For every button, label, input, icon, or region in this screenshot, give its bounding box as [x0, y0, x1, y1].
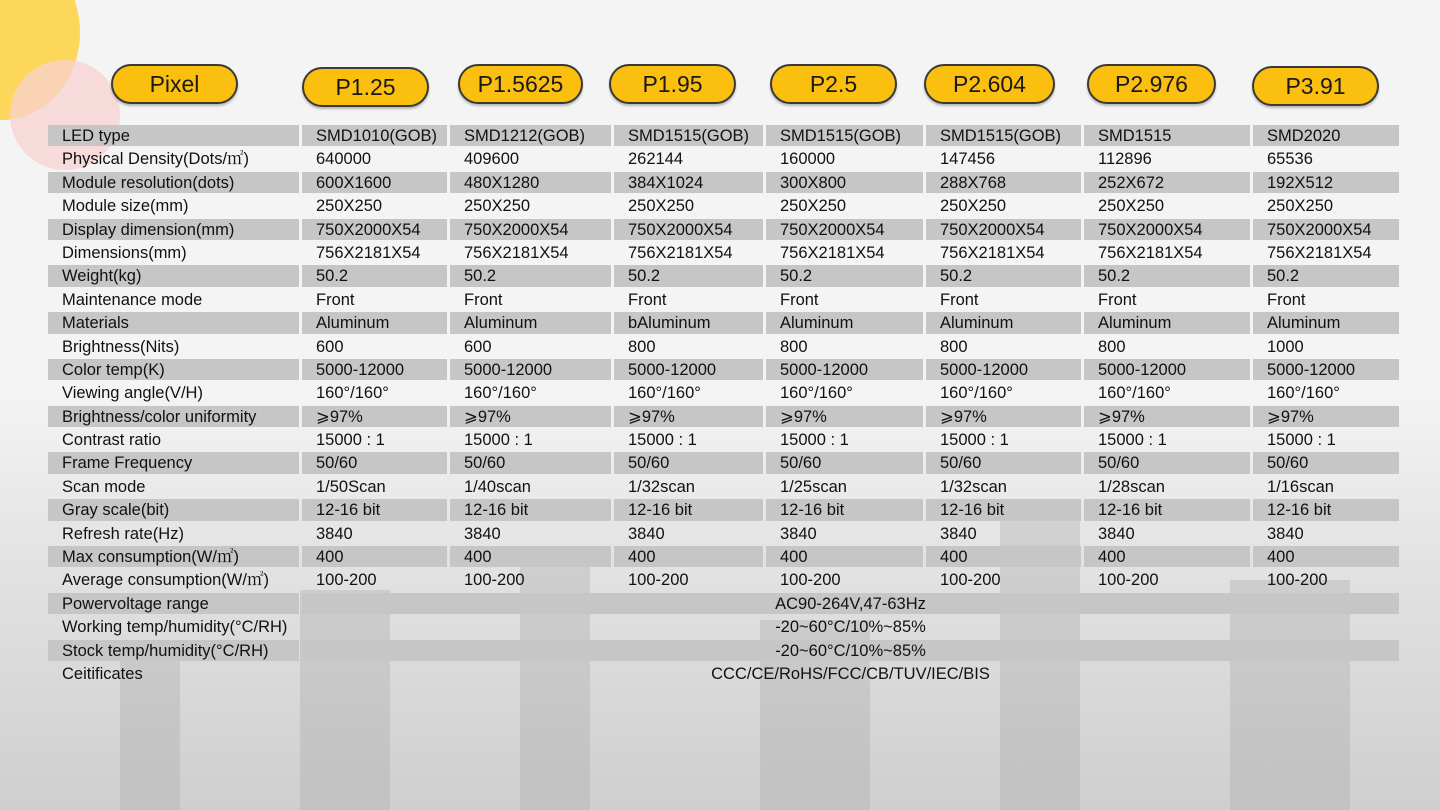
value-cell: 50.2: [1084, 265, 1250, 286]
table-row: [48, 568, 1399, 591]
value-cell: 100-200: [1098, 571, 1159, 590]
value-cell: Front: [316, 290, 355, 309]
value-cell: 3840: [1267, 524, 1304, 543]
value-cell: 1/32scan: [940, 477, 1007, 496]
value-cell: 50.2: [766, 265, 923, 286]
value-cell: 160°/160°: [780, 384, 853, 403]
value-cell: 15000 : 1: [628, 431, 697, 450]
table-row: [48, 171, 1399, 194]
value-cell: 160°/160°: [464, 384, 537, 403]
value-cell: Front: [780, 290, 819, 309]
value-cell: 100-200: [316, 571, 377, 590]
value-cell: 288X768: [926, 172, 1081, 193]
value-cell: 250X250: [316, 197, 383, 216]
table-row: [48, 428, 1399, 451]
value-cell: 300X800: [766, 172, 923, 193]
value-cell: 250X250: [628, 197, 695, 216]
value-cell: 250X250: [780, 197, 847, 216]
value-cell: 5000-12000: [302, 359, 447, 380]
value-cell: SMD1515(GOB): [926, 125, 1081, 146]
value-cell: SMD1010(GOB): [302, 125, 447, 146]
row-label: Dimensions(mm): [62, 243, 187, 262]
row-label: Module resolution(dots): [48, 172, 299, 193]
spec-table: [48, 124, 1399, 685]
value-cell: 50.2: [614, 265, 763, 286]
value-cell: 800: [940, 337, 968, 356]
table-row: [48, 147, 1399, 170]
value-cell: SMD1212(GOB): [450, 125, 611, 146]
value-cell: 3840: [316, 524, 353, 543]
table-row: [48, 662, 1399, 685]
value-cell: 400: [614, 546, 763, 567]
value-cell: 756X2181X54: [316, 243, 421, 262]
table-row: [48, 545, 1399, 568]
value-cell: 50.2: [926, 265, 1081, 286]
table-row: [48, 218, 1399, 241]
table-row: [48, 592, 1399, 615]
value-cell: SMD1515: [1084, 125, 1250, 146]
row-label: Stock temp/humidity(°C/RH): [48, 640, 299, 661]
value-cell: 1/25scan: [780, 477, 847, 496]
value-cell: 112896: [1098, 150, 1152, 169]
value-cell: 3840: [780, 524, 817, 543]
value-cell: 50.2: [1253, 265, 1399, 286]
row-label: Viewing angle(V/H): [62, 384, 203, 403]
value-cell: 160°/160°: [628, 384, 701, 403]
value-cell: 5000-12000: [450, 359, 611, 380]
value-cell: ⩾97%: [1253, 406, 1399, 427]
value-cell: Aluminum: [450, 312, 611, 333]
value-cell: 750X2000X54: [614, 219, 763, 240]
value-cell: Aluminum: [1253, 312, 1399, 333]
value-cell: 50/60: [450, 452, 611, 473]
value-cell: ⩾97%: [1084, 406, 1250, 427]
value-cell: 100-200: [940, 571, 1001, 590]
table-row: [48, 311, 1399, 334]
value-cell: 1/28scan: [1098, 477, 1165, 496]
table-row: [48, 358, 1399, 381]
value-cell: 15000 : 1: [464, 431, 533, 450]
row-label: Gray scale(bit): [48, 499, 299, 520]
value-cell: Front: [464, 290, 503, 309]
row-label: Average consumption(W/㎡): [62, 571, 269, 590]
value-cell: 400: [1253, 546, 1399, 567]
value-cell: 1/50Scan: [316, 477, 386, 496]
value-cell: 250X250: [1267, 197, 1334, 216]
table-row: [48, 615, 1399, 638]
value-cell: 400: [302, 546, 447, 567]
spanned-value: AC90-264V,47-63Hz: [302, 593, 1399, 614]
value-cell: 1000: [1267, 337, 1304, 356]
value-cell: 160°/160°: [1098, 384, 1171, 403]
value-cell: ⩾97%: [766, 406, 923, 427]
value-cell: 100-200: [628, 571, 689, 590]
value-cell: Aluminum: [766, 312, 923, 333]
value-cell: 50/60: [766, 452, 923, 473]
value-cell: 15000 : 1: [1098, 431, 1167, 450]
value-cell: 50/60: [302, 452, 447, 473]
value-cell: 250X250: [940, 197, 1007, 216]
row-label: Color temp(K): [48, 359, 299, 380]
value-cell: 640000: [316, 150, 372, 169]
value-cell: 3840: [940, 524, 977, 543]
value-cell: 756X2181X54: [940, 243, 1045, 262]
value-cell: 160°/160°: [940, 384, 1013, 403]
value-cell: 147456: [940, 150, 996, 169]
row-label: Brightness(Nits): [62, 337, 180, 356]
table-row: [48, 335, 1399, 358]
value-cell: Front: [1267, 290, 1306, 309]
value-cell: 100-200: [464, 571, 525, 590]
header-pitch-p2-5: P2.5: [770, 64, 897, 104]
value-cell: 750X2000X54: [450, 219, 611, 240]
row-label: Working temp/humidity(°C/RH): [62, 618, 288, 637]
value-cell: 756X2181X54: [464, 243, 569, 262]
value-cell: 50/60: [1084, 452, 1250, 473]
header-pitch-p3-91: P3.91: [1252, 66, 1379, 106]
row-label: Physical Density(Dots/㎡): [62, 150, 250, 169]
table-row: [48, 194, 1399, 217]
value-cell: Aluminum: [1084, 312, 1250, 333]
value-cell: 15000 : 1: [1267, 431, 1336, 450]
value-cell: 750X2000X54: [302, 219, 447, 240]
value-cell: Aluminum: [302, 312, 447, 333]
header-pixel-label: Pixel: [111, 64, 238, 104]
header-pitch-p1-5625: P1.5625: [458, 64, 583, 104]
value-cell: 400: [1084, 546, 1250, 567]
table-row: [48, 522, 1399, 545]
value-cell: 400: [450, 546, 611, 567]
value-cell: 5000-12000: [614, 359, 763, 380]
table-row: [48, 124, 1399, 147]
value-cell: 1/16scan: [1267, 477, 1334, 496]
value-cell: 3840: [464, 524, 501, 543]
value-cell: ⩾97%: [302, 406, 447, 427]
value-cell: 756X2181X54: [780, 243, 885, 262]
value-cell: 750X2000X54: [1253, 219, 1399, 240]
value-cell: 12-16 bit: [1084, 499, 1250, 520]
value-cell: 12-16 bit: [302, 499, 447, 520]
table-row: [48, 475, 1399, 498]
value-cell: 50/60: [926, 452, 1081, 473]
value-cell: 800: [780, 337, 808, 356]
value-cell: Front: [1098, 290, 1137, 309]
table-row: [48, 264, 1399, 287]
row-label: Display dimension(mm): [48, 219, 299, 240]
value-cell: SMD1515(GOB): [766, 125, 923, 146]
value-cell: 50/60: [1253, 452, 1399, 473]
value-cell: 400: [766, 546, 923, 567]
value-cell: 600: [316, 337, 344, 356]
value-cell: 384X1024: [614, 172, 763, 193]
value-cell: 50.2: [450, 265, 611, 286]
value-cell: 15000 : 1: [940, 431, 1009, 450]
row-label: Weight(kg): [48, 265, 299, 286]
value-cell: 3840: [628, 524, 665, 543]
value-cell: 12-16 bit: [926, 499, 1081, 520]
header-pitch-p1-95: P1.95: [609, 64, 736, 104]
row-label: Frame Frequency: [48, 452, 299, 473]
value-cell: Front: [628, 290, 667, 309]
header-pitch-p2-976: P2.976: [1087, 64, 1216, 104]
value-cell: 160°/160°: [1267, 384, 1340, 403]
value-cell: ⩾97%: [614, 406, 763, 427]
value-cell: 600: [464, 337, 492, 356]
value-cell: 50/60: [614, 452, 763, 473]
row-label: Module size(mm): [62, 197, 189, 216]
row-label: Contrast ratio: [62, 431, 162, 450]
table-row: [48, 381, 1399, 404]
value-cell: 15000 : 1: [780, 431, 849, 450]
value-cell: 250X250: [1098, 197, 1165, 216]
value-cell: 3840: [1098, 524, 1135, 543]
value-cell: 750X2000X54: [926, 219, 1081, 240]
value-cell: 160°/160°: [316, 384, 389, 403]
value-cell: 409600: [464, 150, 520, 169]
value-cell: Front: [940, 290, 979, 309]
value-cell: Aluminum: [926, 312, 1081, 333]
value-cell: 262144: [628, 150, 684, 169]
value-cell: 65536: [1267, 150, 1313, 169]
row-label: Refresh rate(Hz): [62, 524, 184, 543]
value-cell: 50.2: [302, 265, 447, 286]
row-label: Scan mode: [62, 477, 146, 496]
header-pitch-p1-25: P1.25: [302, 67, 429, 107]
value-cell: 756X2181X54: [1098, 243, 1203, 262]
value-cell: 252X672: [1084, 172, 1250, 193]
row-label: Powervoltage range: [48, 593, 299, 614]
value-cell: 800: [1098, 337, 1126, 356]
row-label: Materials: [48, 312, 299, 333]
value-cell: 192X512: [1253, 172, 1399, 193]
value-cell: 5000-12000: [926, 359, 1081, 380]
row-label: LED type: [48, 125, 299, 146]
table-row: [48, 241, 1399, 264]
value-cell: 12-16 bit: [1253, 499, 1399, 520]
row-label: Maintenance mode: [62, 290, 203, 309]
table-row: [48, 451, 1399, 474]
value-cell: 480X1280: [450, 172, 611, 193]
value-cell: 756X2181X54: [1267, 243, 1372, 262]
header-pitch-p2-604: P2.604: [924, 64, 1055, 104]
value-cell: 400: [926, 546, 1081, 567]
row-label: Max consumption(W/㎡): [48, 546, 299, 567]
table-row: [48, 288, 1399, 311]
value-cell: 12-16 bit: [766, 499, 923, 520]
row-label: Brightness/color uniformity: [48, 406, 299, 427]
value-cell: 12-16 bit: [450, 499, 611, 520]
value-cell: 756X2181X54: [628, 243, 733, 262]
row-label: Ceitificates: [62, 664, 143, 683]
value-cell: 1/40scan: [464, 477, 531, 496]
value-cell: 15000 : 1: [316, 431, 385, 450]
spanned-value: -20~60°C/10%~85%: [775, 618, 926, 637]
value-cell: SMD1515(GOB): [614, 125, 763, 146]
value-cell: 600X1600: [302, 172, 447, 193]
spanned-value: -20~60°C/10%~85%: [302, 640, 1399, 661]
spanned-value: CCC/CE/RoHS/FCC/CB/TUV/IEC/BIS: [711, 664, 990, 683]
table-row: [48, 639, 1399, 662]
value-cell: 100-200: [1267, 571, 1328, 590]
value-cell: 750X2000X54: [766, 219, 923, 240]
value-cell: 160000: [780, 150, 836, 169]
value-cell: 800: [628, 337, 656, 356]
value-cell: 100-200: [780, 571, 841, 590]
value-cell: ⩾97%: [926, 406, 1081, 427]
value-cell: 750X2000X54: [1084, 219, 1250, 240]
value-cell: bAluminum: [614, 312, 763, 333]
table-row: [48, 498, 1399, 521]
value-cell: 5000-12000: [1253, 359, 1399, 380]
value-cell: 5000-12000: [766, 359, 923, 380]
table-row: [48, 405, 1399, 428]
value-cell: 250X250: [464, 197, 531, 216]
value-cell: ⩾97%: [450, 406, 611, 427]
value-cell: 12-16 bit: [614, 499, 763, 520]
value-cell: 1/32scan: [628, 477, 695, 496]
value-cell: 5000-12000: [1084, 359, 1250, 380]
value-cell: SMD2020: [1253, 125, 1399, 146]
